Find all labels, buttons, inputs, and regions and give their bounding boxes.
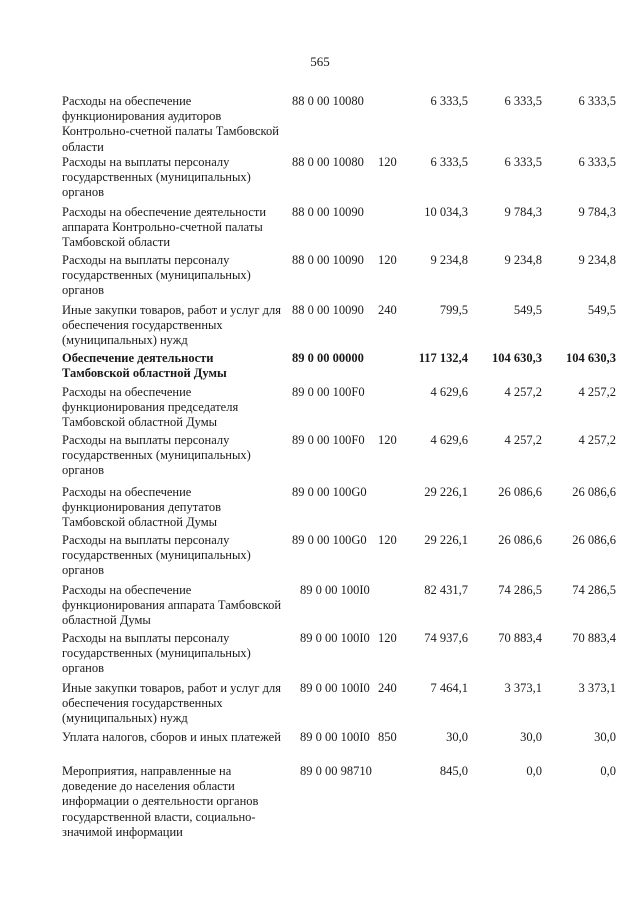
row-type: 120 [378, 155, 397, 169]
row-value-2: 3 373,1 [504, 681, 542, 695]
row-name: Мероприятия, направленные на доведение до населения области информации о деятельности органов государственной власти, социально-значимой информации [62, 764, 259, 839]
row-value-3: 9 234,8 [578, 253, 616, 267]
row-name: Расходы на обеспечение функционирования депутатов Тамбовской областной Думы [62, 485, 221, 530]
row-value-1: 6 333,5 [430, 94, 468, 108]
row-type: 120 [378, 433, 397, 447]
row-value-2: 70 883,4 [498, 631, 542, 645]
row-code: 89 0 00 100G0 [292, 485, 367, 499]
row-type: 120 [378, 631, 397, 645]
row-value-3: 6 333,5 [578, 155, 616, 169]
row-value-2: 104 630,3 [492, 351, 542, 365]
row-value-2: 4 257,2 [504, 433, 542, 447]
row-type: 850 [378, 730, 397, 744]
row-value-3: 9 784,3 [578, 205, 616, 219]
row-value-1: 10 034,3 [424, 205, 468, 219]
row-name: Иные закупки товаров, работ и услуг для обеспечения государственных (муниципальных) нужд [62, 681, 282, 726]
row-value-1: 29 226,1 [424, 533, 468, 547]
row-value-1: 9 234,8 [430, 253, 468, 267]
row-value-1: 6 333,5 [430, 155, 468, 169]
row-value-3: 549,5 [587, 303, 616, 317]
row-value-1: 82 431,7 [424, 583, 468, 597]
row-code: 89 0 00 100G0 [292, 533, 367, 547]
row-name: Расходы на выплаты персоналу государственных (муниципальных) органов [62, 155, 251, 200]
row-value-2: 549,5 [513, 303, 542, 317]
row-type: 120 [378, 533, 397, 547]
row-value-1: 29 226,1 [424, 485, 468, 499]
row-value-3: 26 086,6 [572, 485, 616, 499]
row-value-1: 74 937,6 [424, 631, 468, 645]
row-value-2: 0,0 [526, 764, 542, 778]
row-value-3: 30,0 [594, 730, 616, 744]
row-value-2: 74 286,5 [498, 583, 542, 597]
row-value-3: 3 373,1 [578, 681, 616, 695]
row-value-3: 74 286,5 [572, 583, 616, 597]
row-value-3: 4 257,2 [578, 385, 616, 399]
row-code: 88 0 00 10090 [292, 303, 364, 317]
row-value-2: 9 784,3 [504, 205, 542, 219]
row-name: Расходы на выплаты персоналу государственных (муниципальных) органов [62, 533, 251, 578]
row-code: 89 0 00 100I0 [300, 631, 370, 645]
row-type: 240 [378, 681, 397, 695]
row-value-1: 30,0 [446, 730, 468, 744]
row-code: 88 0 00 10090 [292, 253, 364, 267]
row-value-2: 9 234,8 [504, 253, 542, 267]
row-value-3: 26 086,6 [572, 533, 616, 547]
row-code: 89 0 00 100F0 [292, 433, 365, 447]
row-code: 89 0 00 100I0 [300, 730, 370, 744]
row-code: 89 0 00 100I0 [300, 681, 370, 695]
row-value-3: 4 257,2 [578, 433, 616, 447]
row-value-2: 4 257,2 [504, 385, 542, 399]
row-value-3: 104 630,3 [566, 351, 616, 365]
row-value-1: 7 464,1 [430, 681, 468, 695]
page-number: 565 [310, 54, 330, 69]
row-name: Расходы на выплаты персоналу государственных (муниципальных) органов [62, 631, 251, 676]
row-value-3: 0,0 [600, 764, 616, 778]
row-value-2: 26 086,6 [498, 485, 542, 499]
row-name: Иные закупки товаров, работ и услуг для обеспечения государственных (муниципальных) нужд [62, 303, 282, 348]
row-name: Расходы на обеспечение функционирования председателя Тамбовской областной Думы [62, 385, 239, 430]
row-name: Расходы на обеспечение функционирования аудиторов Контрольно-счетной палаты Тамбовской области [62, 94, 279, 154]
row-value-3: 6 333,5 [578, 94, 616, 108]
row-value-1: 4 629,6 [430, 385, 468, 399]
row-type: 120 [378, 253, 397, 267]
row-code: 89 0 00 100F0 [292, 385, 365, 399]
row-name: Расходы на выплаты персоналу государственных (муниципальных) органов [62, 433, 251, 478]
row-code: 89 0 00 98710 [300, 764, 372, 778]
row-value-1: 4 629,6 [430, 433, 468, 447]
row-value-2: 30,0 [520, 730, 542, 744]
row-name: Расходы на обеспечение функционирования аппарата Тамбовской областной Думы [62, 583, 282, 628]
row-name: Расходы на выплаты персоналу государственных (муниципальных) органов [62, 253, 251, 298]
row-value-2: 26 086,6 [498, 533, 542, 547]
row-value-1: 799,5 [439, 303, 468, 317]
row-name: Расходы на обеспечение деятельности аппарата Контрольно-счетной палаты Тамбовской области [62, 205, 267, 250]
row-value-1: 845,0 [439, 764, 468, 778]
row-code: 88 0 00 10080 [292, 94, 364, 108]
row-value-2: 6 333,5 [504, 155, 542, 169]
row-code: 89 0 00 100I0 [300, 583, 370, 597]
row-code: 88 0 00 10090 [292, 205, 364, 219]
row-type: 240 [378, 303, 397, 317]
row-value-2: 6 333,5 [504, 94, 542, 108]
row-name: Обеспечение деятельности Тамбовской областной Думы [62, 351, 227, 381]
row-value-3: 70 883,4 [572, 631, 616, 645]
row-name: Уплата налогов, сборов и иных платежей [62, 730, 281, 744]
row-code: 88 0 00 10080 [292, 155, 364, 169]
row-code: 89 0 00 00000 [292, 351, 364, 365]
row-value-1: 117 132,4 [418, 351, 468, 365]
